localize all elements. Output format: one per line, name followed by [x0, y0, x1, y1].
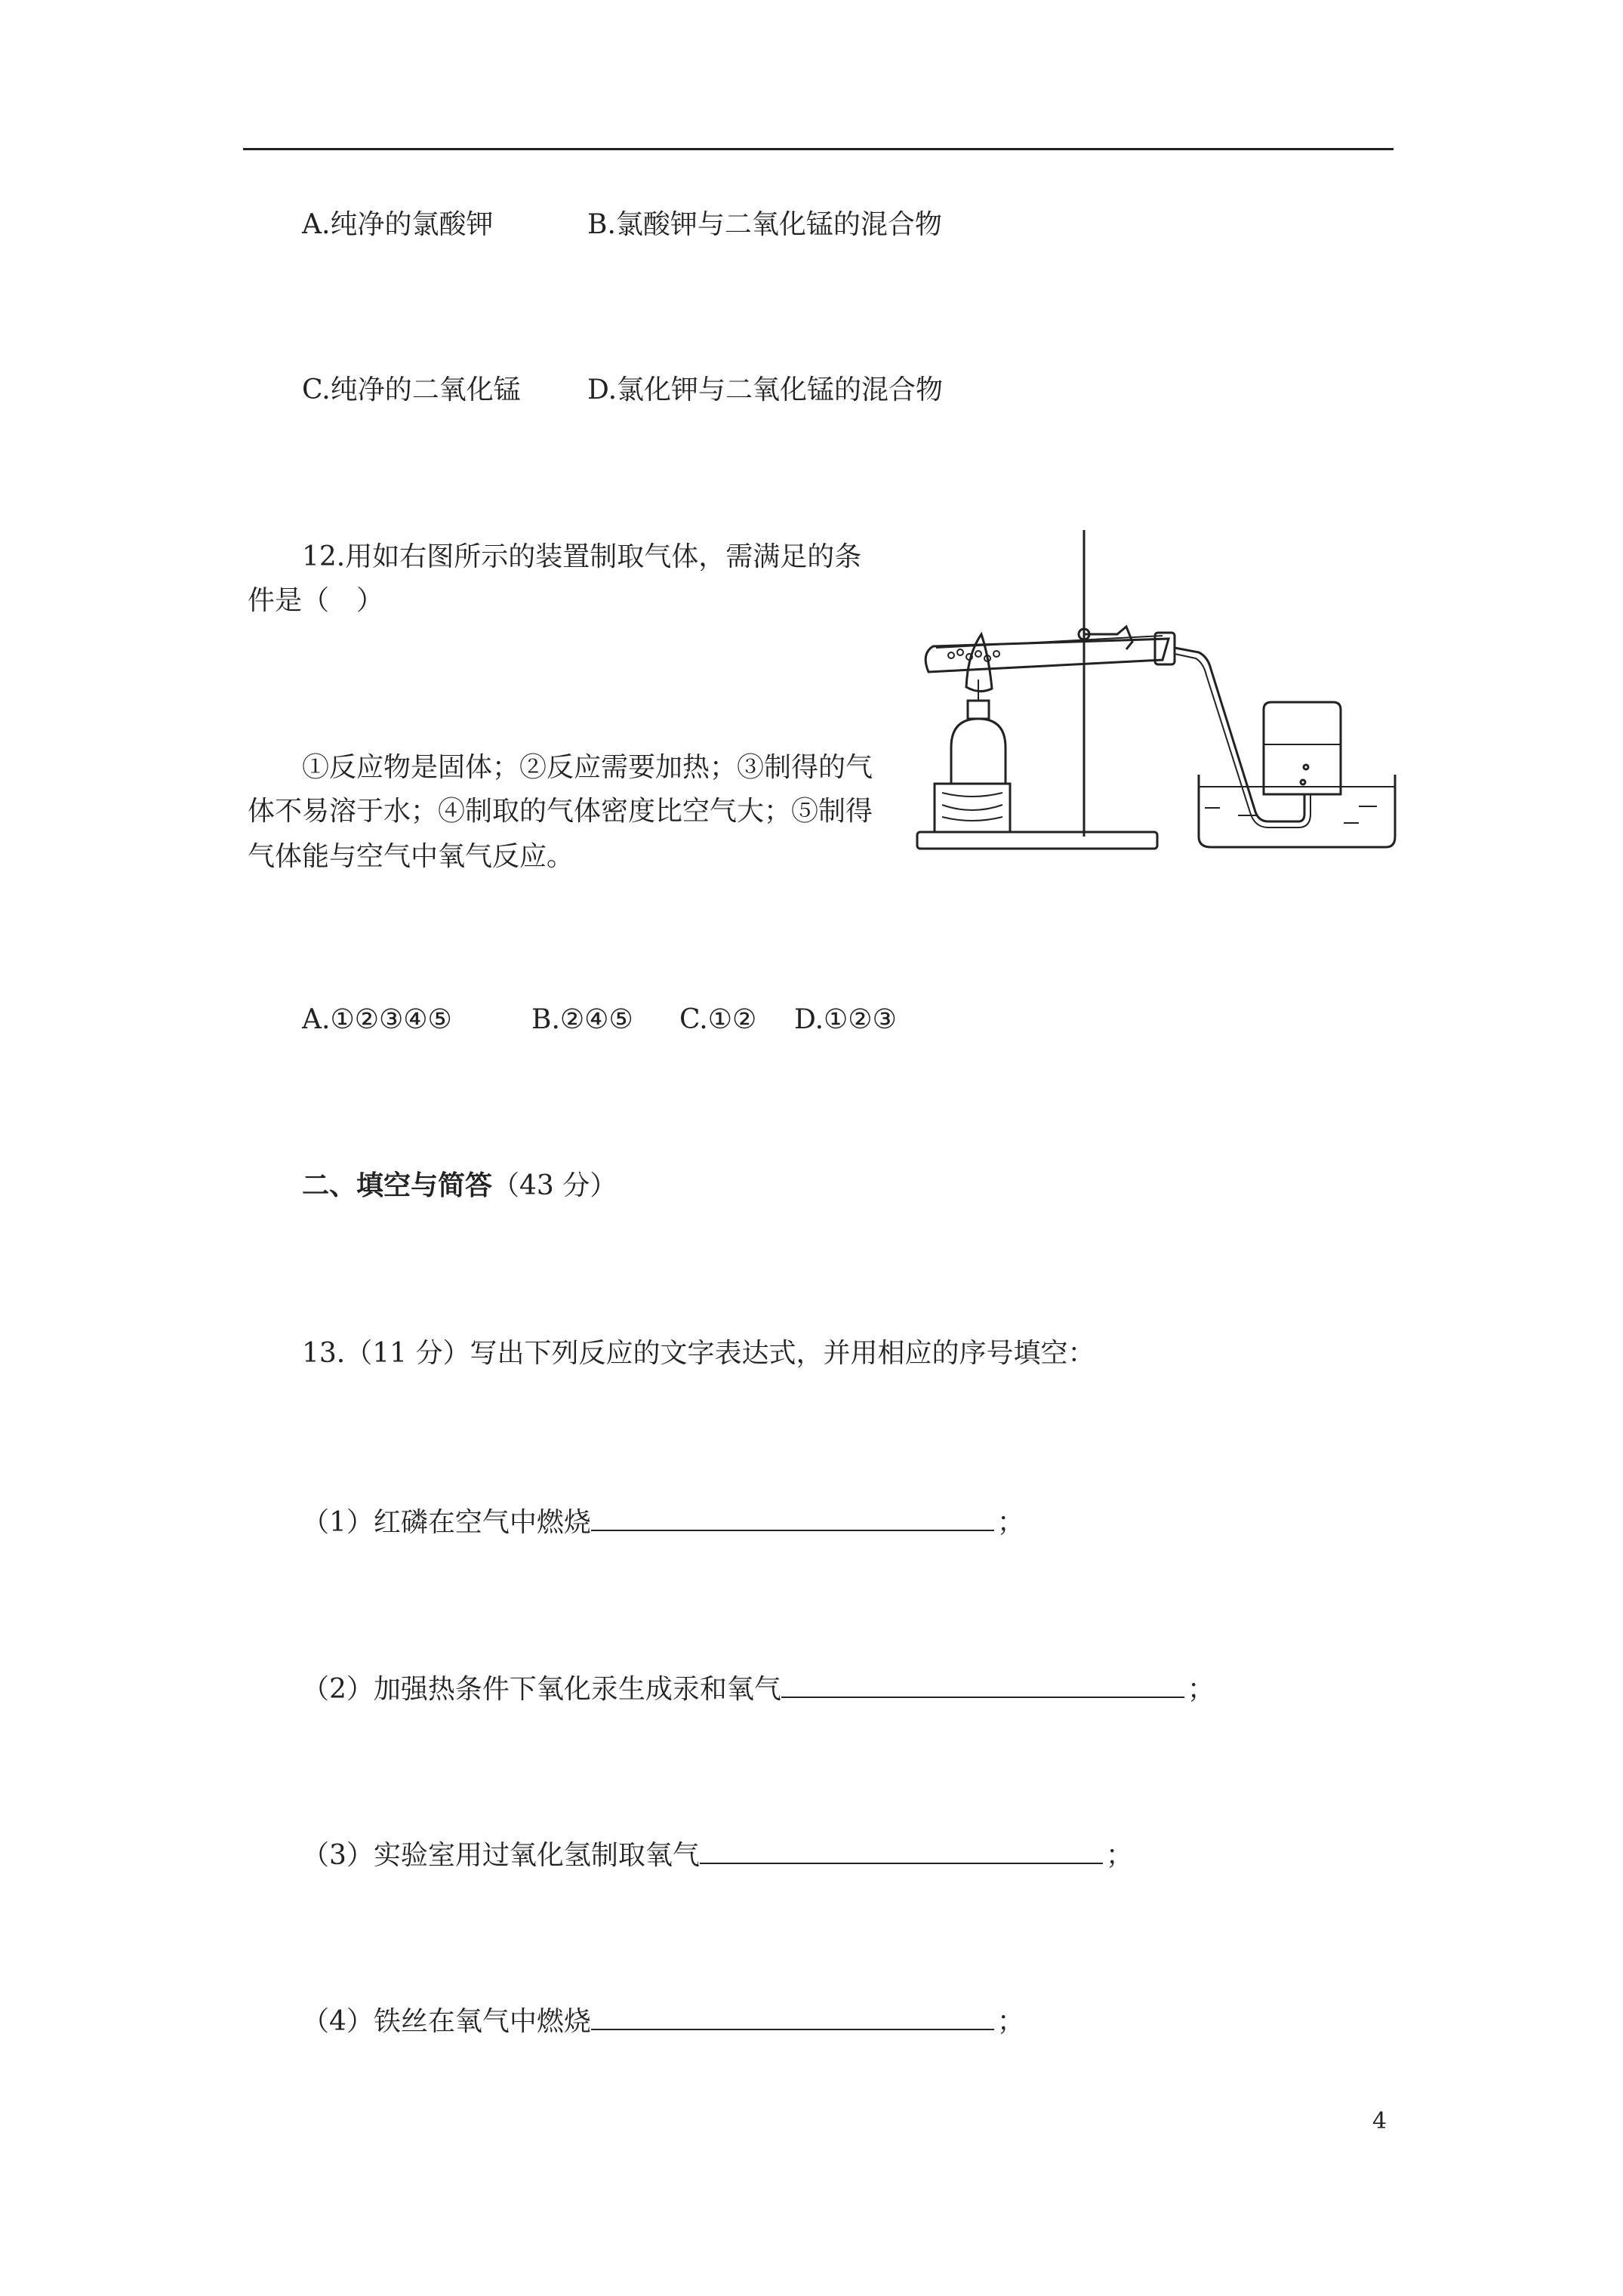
q12-option-d: D.①②③ — [794, 1004, 897, 1035]
water-trough — [1199, 775, 1395, 847]
q12-stem-line-1: 12.用如右图所示的装置制取气体，需满足的条 — [302, 541, 862, 572]
q13-item-2-label: （2）加强热条件下氧化汞生成汞和氧气 — [302, 1674, 781, 1705]
q11-option-c: C.纯净的二氧化锰 — [302, 374, 521, 405]
stand-base — [917, 832, 1157, 849]
q13-stem: 13.（11 分）写出下列反应的文字表达式，并用相应的序号填空： — [302, 1338, 1095, 1369]
q13-item-1-answer-blank[interactable] — [591, 1501, 994, 1531]
q13-item-1-end: ； — [996, 1507, 1024, 1538]
q12-conditions-line-3: 气体能与空气中氧气反应。 — [248, 841, 574, 872]
q13-item-2 — [302, 1668, 1215, 1708]
section-2-score: （43 分） — [492, 1170, 617, 1201]
q11-options-row-2 — [302, 372, 943, 408]
q11-option-d: D.氯化钾与二氧化锰的混合物 — [587, 374, 944, 405]
q12-conditions-line-2: 体不易溶于水；④制取的气体密度比空气大；⑤制得 — [248, 796, 873, 827]
alcohol-lamp — [951, 719, 1006, 784]
q13-item-1 — [302, 1501, 1024, 1541]
q13-item-1-label: （1）红磷在空气中燃烧 — [302, 1507, 591, 1538]
q12-option-c: C.①② — [679, 1004, 757, 1035]
q13-item-4-end: ； — [996, 2006, 1024, 2037]
header-rule — [243, 148, 1394, 150]
q13-item-4 — [302, 2000, 1024, 2040]
q12-stem-line-2: 件是（ ） — [248, 585, 384, 616]
q12-option-a: A.①②③④⑤ — [302, 1004, 452, 1035]
wooden-block — [935, 784, 1010, 832]
q13-item-4-answer-blank[interactable] — [591, 2000, 994, 2030]
section-2-title: 二、填空与简答 — [302, 1170, 493, 1201]
q11-option-b: B.氯酸钾与二氧化锰的混合物 — [587, 209, 942, 240]
q13-item-3-label: （3）实验室用过氧化氢制取氧气 — [302, 1840, 700, 1871]
section-2-heading — [302, 1167, 617, 1204]
q12-conditions-line-1: ①反应物是固体；②反应需要加热；③制得的气 — [302, 752, 873, 783]
q11-option-a: A.纯净的氯酸钾 — [302, 209, 494, 240]
q13-item-3 — [302, 1834, 1133, 1874]
q13-item-3-end: ； — [1105, 1840, 1133, 1871]
q12-option-b: B.②④⑤ — [531, 1004, 633, 1035]
gas-collection-apparatus-figure — [906, 521, 1397, 861]
page-number: 4 — [1372, 2108, 1387, 2134]
q13-item-2-answer-blank[interactable] — [781, 1668, 1184, 1698]
q13-item-2-end: ； — [1187, 1674, 1215, 1705]
q13-item-3-answer-blank[interactable] — [700, 1834, 1103, 1864]
q13-item-4-label: （4）铁丝在氧气中燃烧 — [302, 2006, 591, 2037]
q11-options-row-1 — [302, 207, 942, 243]
q12-options-row — [302, 1002, 897, 1038]
